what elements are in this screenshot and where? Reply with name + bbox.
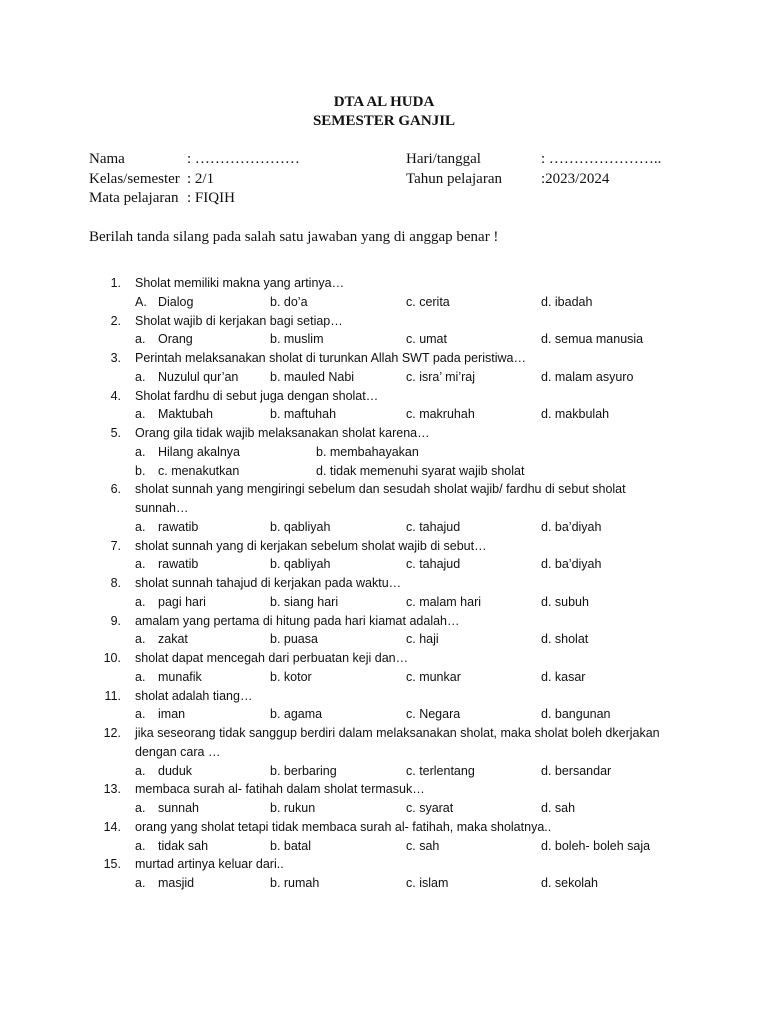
option-letter: a. [135, 369, 146, 384]
question-number: 15. [103, 857, 121, 872]
option-a: masjid [158, 876, 195, 890]
question-number: 12. [103, 726, 121, 740]
option-b: b. agama [270, 707, 323, 722]
question-text: murtad artinya keluar dari.. [135, 857, 284, 872]
option-b: b. qabliyah [270, 519, 331, 534]
option-b: b. berbaring [270, 763, 337, 778]
option-letter: a. [135, 763, 146, 778]
option-a: Hilang akalnya [158, 444, 240, 459]
option-d: d. ba’diyah [541, 557, 602, 572]
option-b: b. kotor [270, 669, 312, 684]
option-d: d. tidak memenuhi syarat wajib sholat [316, 463, 525, 478]
option-d: d. sholat [541, 632, 589, 647]
option-letter: a. [135, 838, 146, 853]
option-a: tidak sah [158, 838, 209, 853]
option-letter: A. [135, 294, 147, 309]
question-number: 3. [110, 351, 121, 365]
option-b: b. maftuhah [270, 407, 337, 422]
option-letter: a. [135, 332, 146, 347]
question-number: 6. [110, 482, 121, 497]
question-text: sholat sunnah yang di kerjakan sebelum sholat wajib di sebut… [135, 538, 487, 553]
option-d: d. ibadah [541, 294, 593, 309]
question-text: sholat dapat mencegah dari perbuatan keji dan… [135, 651, 409, 665]
option-d: d. bangunan [541, 707, 611, 722]
question-text: amalam yang pertama di hitung pada hari kiamat adalah… [135, 613, 460, 628]
question-text: jika seseorang tidak sanggup berdiri dalam melaksanakan sholat, maka sholat boleh dkerjakan [135, 726, 660, 740]
question-text: membaca surah al- fatihah dalam sholat termasuk… [135, 782, 425, 797]
option-b: b. qabliyah [270, 557, 331, 572]
option-a: Orang [158, 332, 193, 347]
option-a: Dialog [158, 294, 194, 309]
option-b: b. do’a [270, 294, 308, 309]
question-number: 13. [103, 782, 121, 797]
option-c: c. terlentang [406, 763, 475, 778]
option-a: iman [158, 707, 186, 722]
option-b: b. mauled Nabi [270, 369, 355, 384]
option-letter: a. [135, 632, 146, 647]
mapel-label: Mata pelajaran [89, 190, 179, 206]
option-a: zakat [158, 632, 188, 647]
nama-value: : ………………… [187, 151, 300, 167]
option-a: sunnah [158, 801, 200, 815]
option-a: Maktubah [158, 407, 213, 422]
option-d: d. sah [541, 801, 576, 815]
option-c: c. munkar [406, 669, 461, 684]
question-number: 4. [110, 388, 121, 403]
question-number: 9. [110, 613, 121, 628]
option-a: pagi hari [158, 594, 206, 609]
option-d: d. semua manusia [541, 332, 644, 347]
option-b: b. rumah [270, 876, 320, 890]
option-d: d. kasar [541, 669, 586, 684]
school-title: DTA AL HUDA [333, 94, 435, 110]
option-c: c. makruhah [406, 407, 475, 422]
option-letter: b. [135, 463, 146, 478]
option-c: c. isra’ mi’raj [406, 369, 475, 384]
option-c: c. tahajud [406, 519, 461, 534]
option-b: b. siang hari [270, 594, 339, 609]
option-d: d. boleh- boleh saja [541, 838, 651, 853]
question-text: dengan cara … [135, 744, 221, 759]
kelas-value: : 2/1 [187, 171, 215, 187]
option-c: c. islam [406, 876, 449, 890]
question-text: Sholat fardhu di sebut juga dengan sholat… [135, 388, 379, 403]
option-c: c. tahajud [406, 557, 461, 572]
question-number: 5. [110, 426, 121, 440]
question-number: 2. [110, 313, 121, 328]
option-letter: a. [135, 876, 146, 890]
question-text: Sholat wajib di kerjakan bagi setiap… [135, 313, 343, 328]
option-d: d. ba’diyah [541, 519, 602, 534]
kelas-label: Kelas/semester [89, 171, 180, 187]
question-number: 7. [110, 538, 121, 553]
option-b: b. membahayakan [316, 444, 419, 459]
question-text: orang yang sholat tetapi tidak membaca surah al- fatihah, maka sholatnya.. [135, 819, 552, 834]
question-number: 8. [110, 576, 121, 590]
option-b: b. muslim [270, 332, 324, 347]
question-number: 1. [110, 276, 121, 290]
option-c: c. cerita [406, 294, 450, 309]
option-letter: a. [135, 707, 146, 722]
question-number: 11. [104, 688, 121, 703]
option-letter: a. [135, 801, 146, 815]
option-c: c. syarat [406, 801, 454, 815]
option-letter: a. [135, 594, 146, 609]
question-text: Sholat memiliki makna yang artinya… [135, 276, 345, 290]
option-c: c. sah [406, 838, 440, 853]
hari-label: Hari/tanggal [406, 151, 481, 167]
option-d: d. bersandar [541, 763, 612, 778]
question-text: sholat sunnah tahajud di kerjakan pada waktu… [135, 576, 402, 590]
tahun-label: Tahun pelajaran [406, 171, 502, 187]
semester-title: SEMESTER GANJIL [312, 113, 456, 129]
option-d: d. makbulah [541, 407, 610, 422]
tahun-value: :2023/2024 [541, 171, 610, 187]
option-letter: a. [135, 669, 146, 684]
question-text: sholat adalah tiang… [135, 688, 253, 703]
question-number: 14. [103, 819, 121, 834]
option-letter: a. [135, 557, 146, 572]
option-b: b. rukun [270, 801, 316, 815]
option-c: c. Negara [406, 707, 461, 722]
option-letter: a. [135, 407, 146, 422]
question-text: sholat sunnah yang mengiringi sebelum dan sesudah sholat wajib/ fardhu di sebut sholat [135, 482, 626, 497]
option-a: rawatib [158, 519, 199, 534]
option-d: d. subuh [541, 594, 589, 609]
option-letter: a. [135, 519, 146, 534]
mapel-value: : FIQIH [187, 190, 235, 206]
hari-value: : ………………….. [541, 151, 662, 167]
option-letter: a. [135, 444, 146, 459]
instruction: Berilah tanda silang pada salah satu jawaban yang di anggap benar ! [89, 229, 499, 245]
option-a: rawatib [158, 557, 199, 572]
option-b: b. puasa [270, 632, 318, 647]
question-text: sunnah… [135, 501, 189, 515]
option-a: Nuzulul qur’an [158, 369, 239, 384]
option-c: c. umat [406, 332, 447, 347]
option-a: munafik [158, 669, 202, 684]
question-number: 10. [103, 651, 121, 665]
option-c: c. haji [406, 632, 439, 647]
option-d: d. malam asyuro [541, 369, 634, 384]
question-text: Orang gila tidak wajib melaksanakan sholat karena… [135, 426, 430, 440]
question-text: Perintah melaksanakan sholat di turunkan Allah SWT pada peristiwa… [135, 351, 526, 365]
option-a: duduk [158, 763, 193, 778]
option-b: b. batal [270, 838, 312, 853]
nama-label: Nama [89, 151, 125, 167]
option-c: c. menakutkan [158, 463, 240, 478]
option-d: d. sekolah [541, 876, 598, 890]
option-c: c. malam hari [406, 594, 482, 609]
